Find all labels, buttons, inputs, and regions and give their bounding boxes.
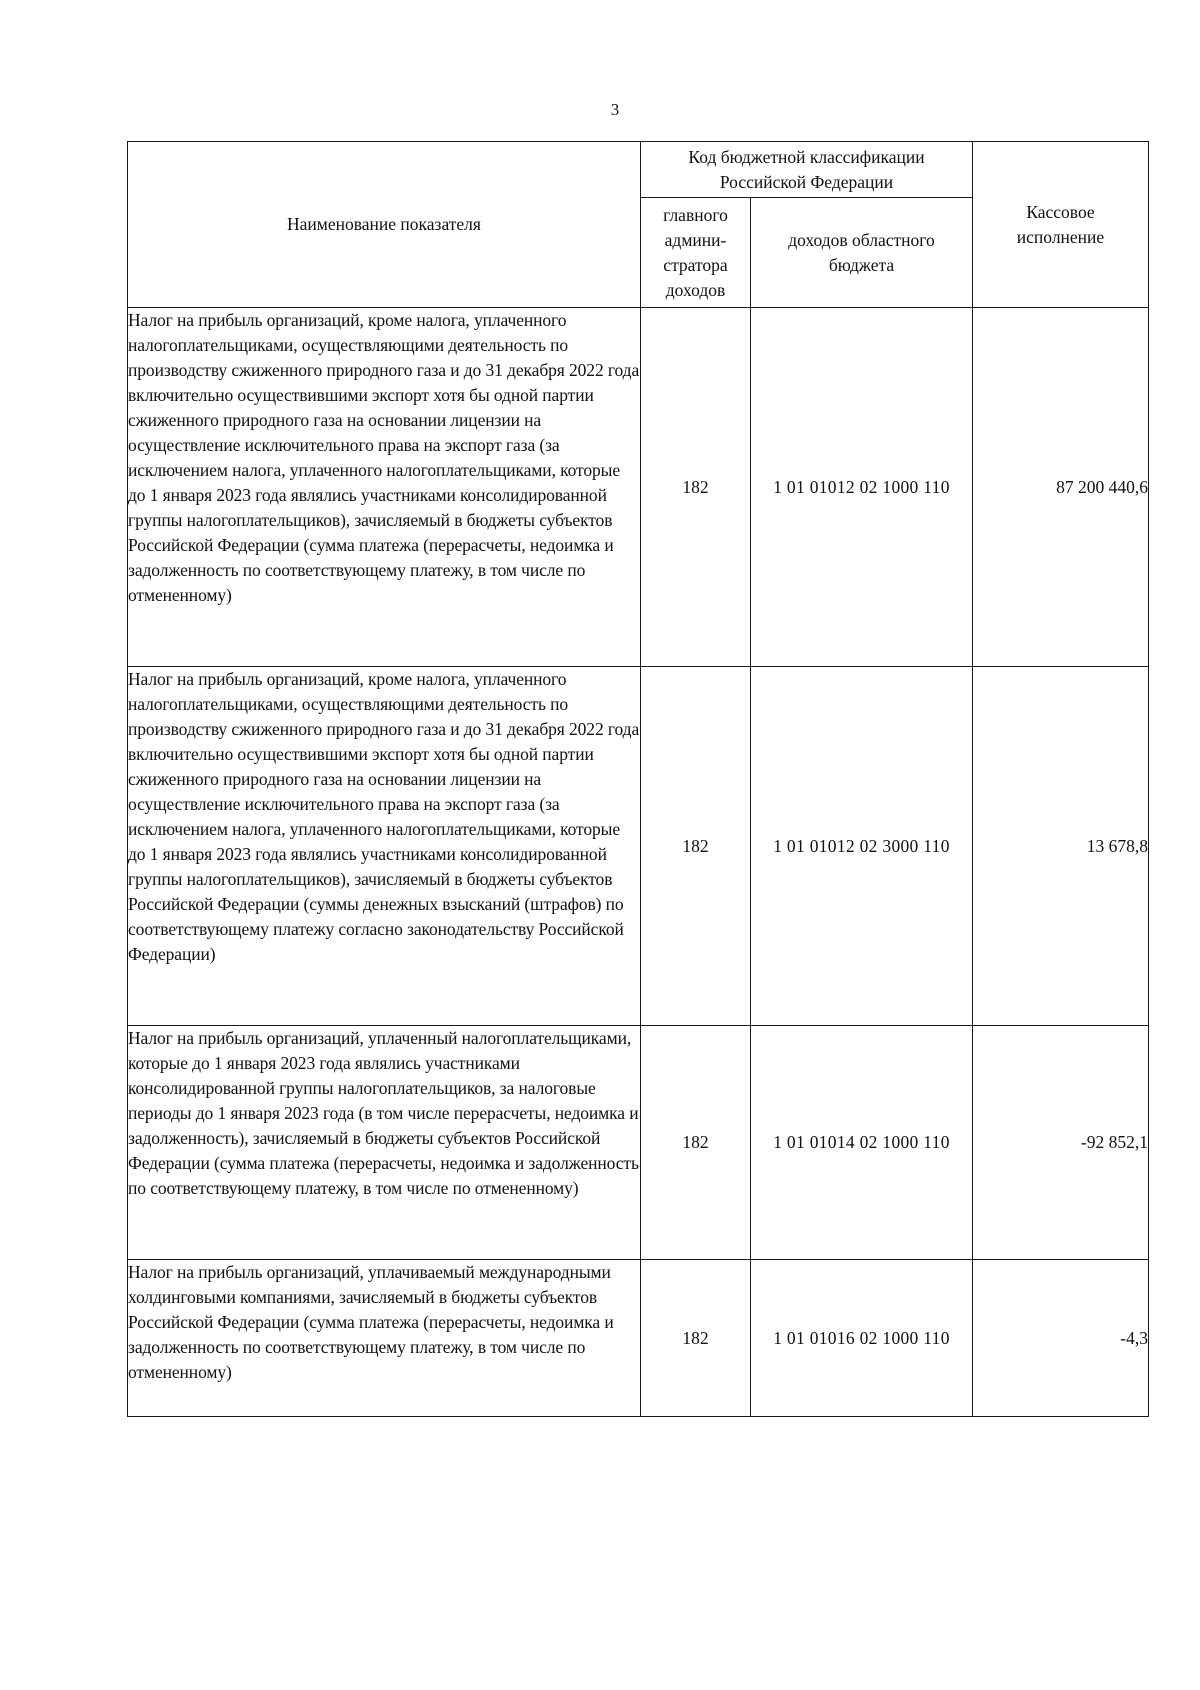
cash-execution-cell: 87 200 440,6: [973, 308, 1149, 667]
indicator-name-cell: Налог на прибыль организаций, уплачиваемый международными холдинговыми компаниями, зачисляемый в бюджеты субъектов Российской Федерации (сумма платежа (перерасчеты, недоимка и задолженность по соответствующему платежу, в том числе по отмененному): [128, 1260, 641, 1417]
header-regional-budget-revenue: доходов областного бюджета: [751, 198, 973, 308]
table-row: [128, 308, 1149, 667]
cash-execution-cell: -92 852,1: [973, 1026, 1149, 1260]
cash-execution-cell: -4,3: [973, 1260, 1149, 1417]
page-number: 3: [610, 100, 620, 119]
header-indicator-name: Наименование показателя: [128, 142, 641, 308]
admin-code-cell: 182: [641, 1260, 751, 1417]
table-row: [128, 1026, 1149, 1260]
budget-revenue-table: [127, 141, 1149, 1417]
admin-code-cell: 182: [641, 308, 751, 667]
indicator-name-cell: Налог на прибыль организаций, кроме налога, уплаченного налогоплательщиками, осуществляющими деятельность по производству сжиженного природного газа и до 31 декабря 2022 года включительно осуществившими экспорт хотя бы одной партии сжиженного природного газа на основании лицензии на осуществление исключительного права на экспорт газа (за исключением налога, уплаченного налогоплательщиками, которые до 1 января 2023 года являлись участниками консолидированной группы налогоплательщиков), зачисляемый в бюджеты субъектов Российской Федерации (суммы денежных взысканий (штрафов) по соответствующему платежу согласно законодательству Российской Федерации): [128, 667, 641, 1026]
revenue-code-cell: 1 01 01012 02 3000 110: [751, 667, 973, 1026]
revenue-code-cell: 1 01 01012 02 1000 110: [751, 308, 973, 667]
admin-code-cell: 182: [641, 667, 751, 1026]
revenue-code-cell: 1 01 01014 02 1000 110: [751, 1026, 973, 1260]
admin-code-cell: 182: [641, 1026, 751, 1260]
cash-execution-cell: 13 678,8: [973, 667, 1149, 1026]
indicator-name-cell: Налог на прибыль организаций, уплаченный налогоплательщиками, которые до 1 января 2023 года являлись участниками консолидированной группы налогоплательщиков, за налоговые периоды до 1 января 2023 года (в том числе перерасчеты, недоимка и задолженность), зачисляемый в бюджеты субъектов Российской Федерации (сумма платежа (перерасчеты, недоимка и задолженность по соответствующему платежу, в том числе по отмененному): [128, 1026, 641, 1260]
revenue-code-cell: 1 01 01016 02 1000 110: [751, 1260, 973, 1417]
header-chief-administrator: главного админи- стратора доходов: [641, 198, 751, 308]
table-row: [128, 1260, 1149, 1417]
table-row: [128, 667, 1149, 1026]
header-budget-classification-code: Код бюджетной классификации Российской Федерации: [641, 142, 973, 198]
header-cash-execution: Кассовое исполнение: [973, 142, 1149, 308]
indicator-name-cell: Налог на прибыль организаций, кроме налога, уплаченного налогоплательщиками, осуществляющими деятельность по производству сжиженного природного газа и до 31 декабря 2022 года включительно осуществившими экспорт хотя бы одной партии сжиженного природного газа на основании лицензии на осуществление исключительного права на экспорт газа (за исключением налога, уплаченного налогоплательщиками, которые до 1 января 2023 года являлись участниками консолидированной группы налогоплательщиков), зачисляемый в бюджеты субъектов Российской Федерации (сумма платежа (перерасчеты, недоимка и задолженность по соответствующему платежу, в том числе по отмененному): [128, 308, 641, 667]
